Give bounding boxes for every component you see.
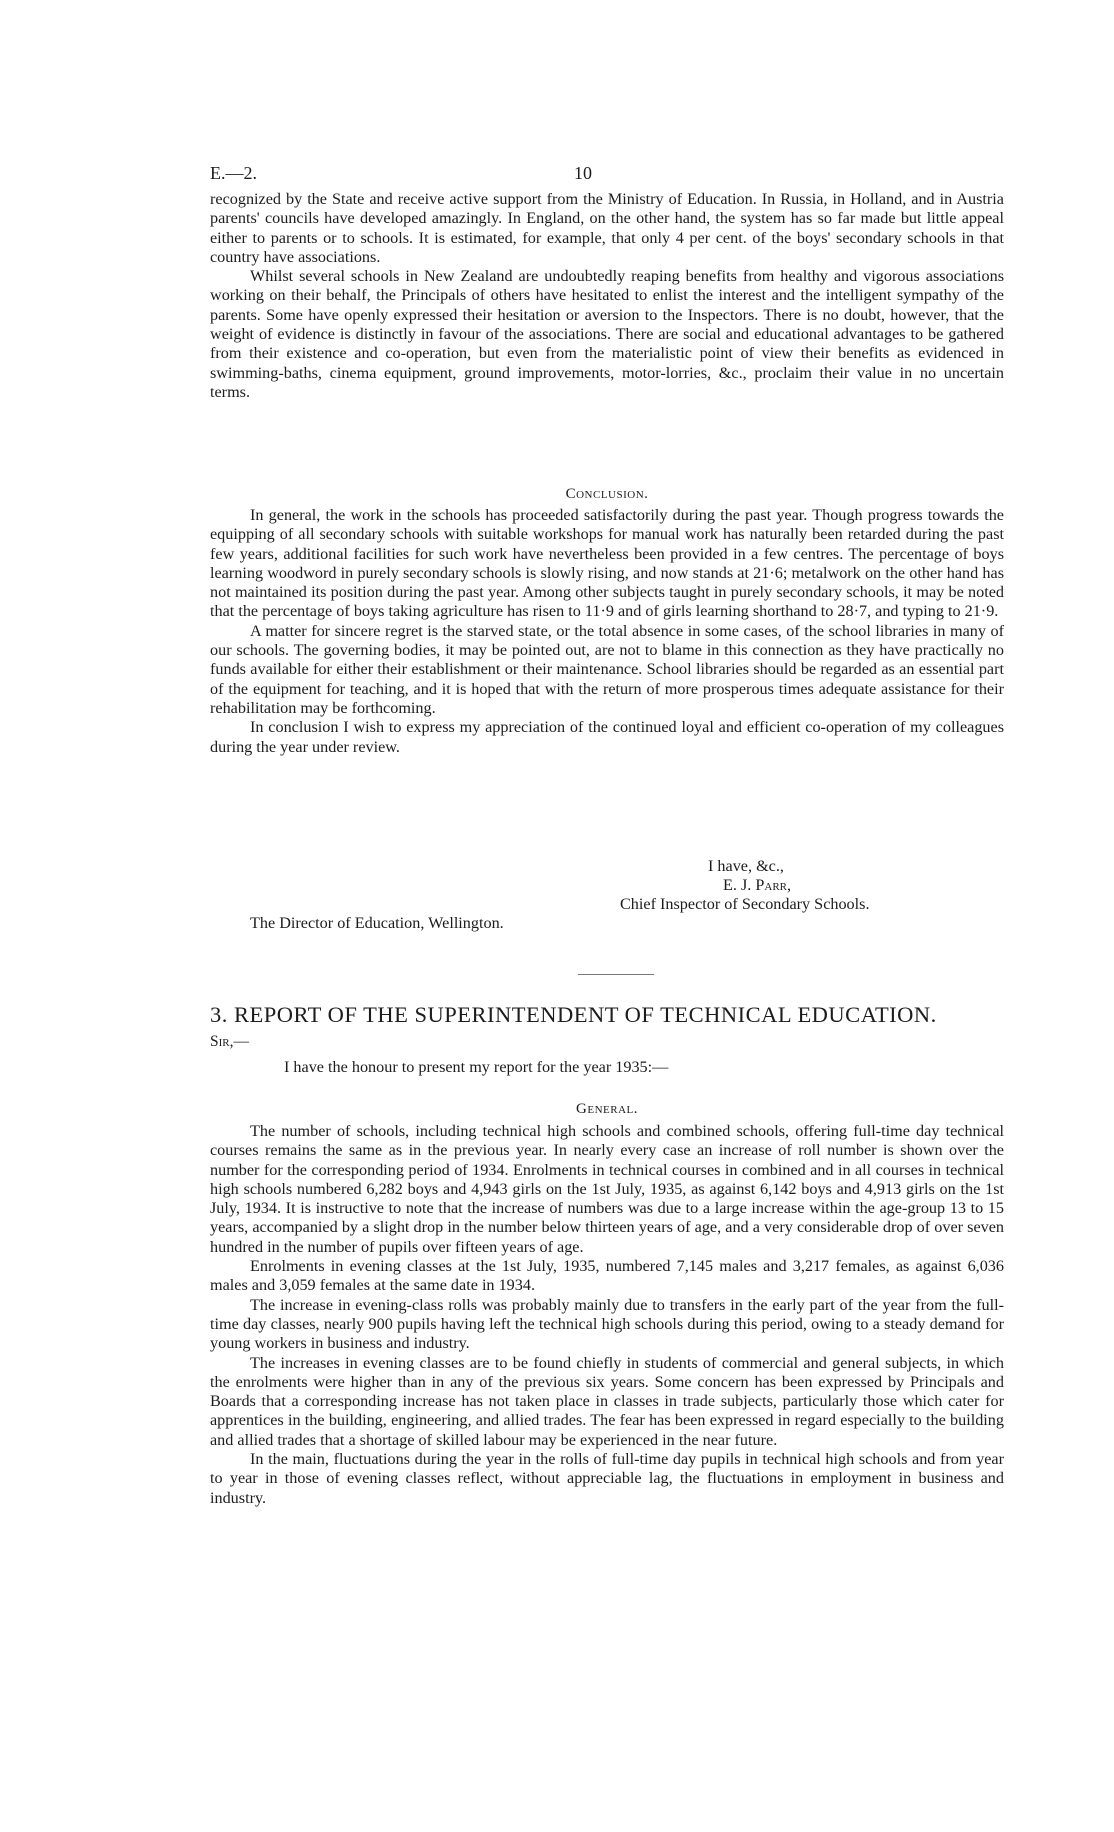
- salutation: Sir,—: [210, 1033, 249, 1050]
- general-heading: General.: [576, 1101, 638, 1117]
- paragraph: In conclusion I wish to express my appreciation of the continued loyal and efficient co-operation of my colleagues during the year under review.: [210, 718, 1004, 756]
- conclusion-section: [210, 506, 1004, 757]
- document-reference: E.—2.: [210, 163, 257, 183]
- report-title: 3. REPORT OF THE SUPERINTENDENT OF TECHNICAL EDUCATION.: [210, 1002, 937, 1027]
- paragraph: A matter for sincere regret is the starved state, or the total absence in some cases, of the school libraries in many of our schools. The governing bodies, it may be pointed out, are not to blame in this connection as they have practically no funds available for either their establishment or their maintenance. School libraries should be regarded as an essential part of the equipment for teaching, and it is hoped that with the return of more prosperous times adequate assistance for their rehabilitation may be forthcoming.: [210, 621, 1004, 717]
- closing-line: I have, &c.,: [708, 857, 784, 875]
- signatory-title: Chief Inspector of Secondary Schools.: [620, 895, 870, 913]
- associations-section: [210, 190, 1004, 402]
- paragraph: The increases in evening classes are to be found chiefly in students of commercial and general subjects, in which the enrolments were higher than in any of the previous six years. Some concern has been expressed by Principals and Boards that a corresponding increase has not taken place in classes in trade subjects, particularly those which cater for apprentices in the building, engineering, and allied trades. The fear has been expressed in regard especially to the building and allied trades that a shortage of skilled labour may be experienced in the near future.: [210, 1353, 1004, 1449]
- page-header: [210, 163, 1004, 189]
- paragraph: The increase in evening-class rolls was probably mainly due to transfers in the early part of the year from the full-time day classes, nearly 900 pupils having left the technical high schools during this period, owing to a steady demand for young workers in business and industry.: [210, 1295, 1004, 1353]
- page-number: 10: [574, 163, 592, 183]
- paragraph: Enrolments in evening classes at the 1st July, 1935, numbered 7,145 males and 3,217 females, as against 6,036 males and 3,059 females at the same date in 1934.: [210, 1257, 1004, 1295]
- paragraph: In the main, fluctuations during the year in the rolls of full-time day pupils in technical high schools and from year to year in those of evening classes reflect, without appreciable lag, the fluctuations in employment in business and industry.: [210, 1450, 1004, 1507]
- general-section: [210, 1122, 1004, 1508]
- section-divider: [578, 974, 654, 975]
- paragraph: In general, the work in the schools has proceeded satisfactorily during the past year. Though progress towards the equipping of all secondary schools with suitable workshops for manual work has naturally been retarded during the past few years, additional facilities for such work have nevertheless been provided in a few centres. The percentage of boys learning woodword in purely secondary schools is slowly rising, and now stands at 21·6; metalwork on the other hand has not maintained its position during the past year. Among other subjects taught in purely secondary schools, it may be noted that the percentage of boys taking agriculture has risen to 11·9 and of girls learning shorthand to 28·7, and typing to 21·9.: [210, 506, 1004, 621]
- conclusion-heading: Conclusion.: [565, 486, 649, 502]
- paragraph: The number of schools, including technical high schools and combined schools, offering full-time day technical courses remains the same as in the previous year. In nearly every case an increase of roll number is shown over the number for the corresponding period of 1934. Enrolments in technical courses in combined and in all courses in technical high schools numbered 6,282 boys and 4,943 girls on the 1st July, 1935, as against 6,142 boys and 4,913 girls on the 1st July, 1934. It is instructive to note that the increase of numbers was due to a large increase within the age-group 13 to 15 years, accompanied by a slight drop in the number below thirteen years of age, and a very considerable drop of over seven hundred in the number of pupils over fifteen years of age.: [210, 1122, 1004, 1256]
- addressee: The Director of Education, Wellington.: [250, 914, 504, 932]
- report-intro: I have the honour to present my report for the year 1935:—: [284, 1058, 669, 1076]
- signatory-name: E. J. Parr,: [723, 876, 792, 894]
- paragraph: recognized by the State and receive active support from the Ministry of Education. In Russia, in Holland, and in Austria parents' councils have developed amazingly. In England, on the other hand, the system has so far made but little appeal either to parents or to schools. It is estimated, for example, that only 4 per cent. of the boys' secondary schools in that country have associations.: [210, 190, 1004, 266]
- paragraph: Whilst several schools in New Zealand are undoubtedly reaping benefits from healthy and vigorous associations working on their behalf, the Principals of others have hesitated to enlist the interest and the intelligent sympathy of the parents. Some have openly expressed their hesitation or aversion to the Inspectors. There is no doubt, however, that the weight of evidence is distinctly in favour of the associations. There are social and educational advantages to be gathered from their existence and co-operation, but even from the materialistic point of view their benefits as evidenced in swimming-baths, cinema equipment, ground improvements, motor-lorries, &c., proclaim their value in no uncertain terms.: [210, 267, 1004, 401]
